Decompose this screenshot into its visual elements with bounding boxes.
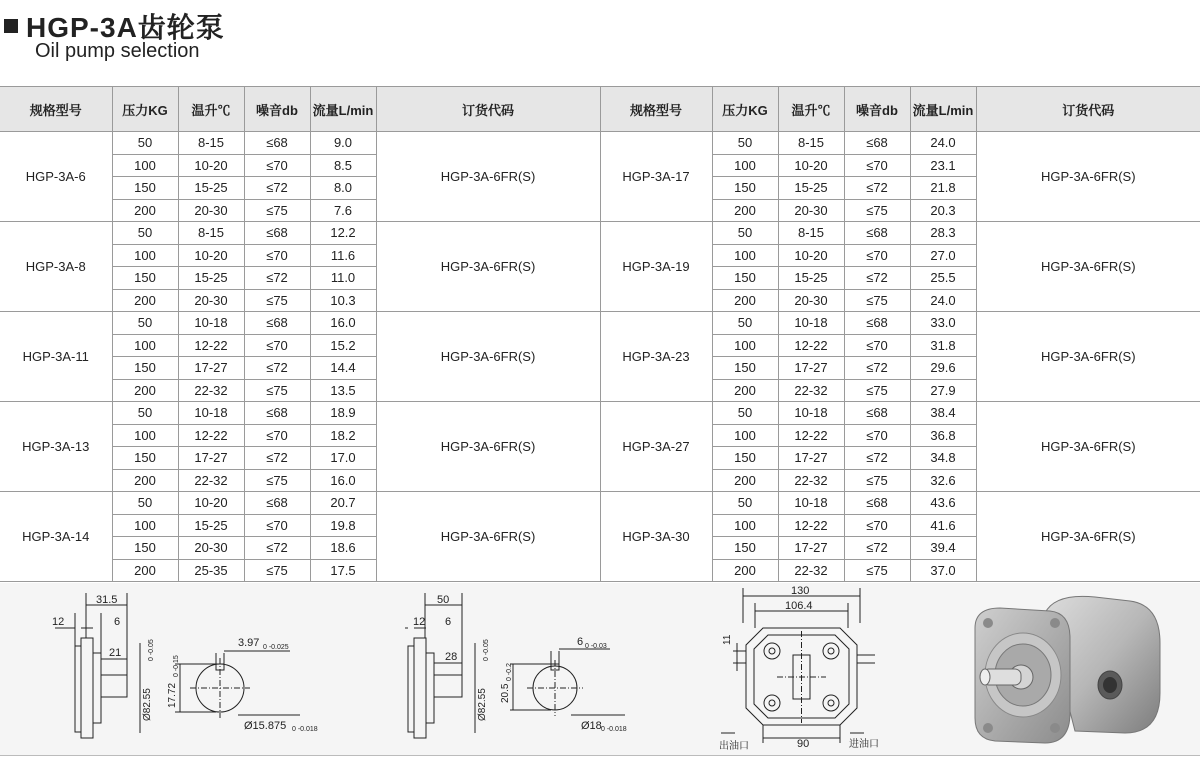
temp-cell: 15-25 [778,177,844,200]
noise-cell: ≤75 [844,289,910,312]
flow-cell: 7.6 [310,199,376,222]
title-square-icon [4,19,18,33]
flow-cell: 19.8 [310,514,376,537]
temp-cell: 10-20 [178,492,244,515]
temp-cell: 10-18 [178,312,244,335]
d2-key-width-tol: 0 -0.03 [585,643,607,650]
flow-cell: 17.0 [310,447,376,470]
drawing-3-svg [715,583,895,755]
noise-cell: ≤72 [844,267,910,290]
noise-cell: ≤70 [244,514,310,537]
flow-cell: 33.0 [910,312,976,335]
model-cell: HGP-3A-11 [0,312,112,402]
order-code-cell: HGP-3A-6FR(S) [376,492,600,582]
flow-cell: 25.5 [910,267,976,290]
temp-cell: 12-22 [778,334,844,357]
model-cell: HGP-3A-8 [0,222,112,312]
noise-cell: ≤70 [844,514,910,537]
temp-cell: 12-22 [778,514,844,537]
table-row [0,312,1200,335]
header-flow: 流量L/min [910,87,976,132]
d1-total-length: 31.5 [96,594,118,606]
header-temp: 温升℃ [778,87,844,132]
page-title: HGP-3A齿轮泵 [26,12,225,43]
noise-cell: ≤70 [244,244,310,267]
model-cell: HGP-3A-14 [0,492,112,582]
table-row [0,132,1200,155]
header-temp: 温升℃ [178,87,244,132]
d1-shaft-length: 21 [109,647,122,659]
noise-cell: ≤75 [244,289,310,312]
pressure-cell: 50 [112,312,178,335]
temp-cell: 8-15 [178,222,244,245]
noise-cell: ≤72 [244,267,310,290]
d1-shaft-dia-tol: 0 -0.018 [292,726,318,733]
noise-cell: ≤70 [244,334,310,357]
flow-cell: 16.0 [310,312,376,335]
noise-cell: ≤70 [844,244,910,267]
temp-cell: 22-32 [778,379,844,402]
flow-cell: 16.0 [310,469,376,492]
model-cell: HGP-3A-17 [600,132,712,222]
flow-cell: 18.2 [310,424,376,447]
noise-cell: ≤68 [244,492,310,515]
pressure-cell: 200 [112,199,178,222]
noise-cell: ≤68 [244,132,310,155]
noise-cell: ≤68 [844,222,910,245]
pressure-cell: 100 [712,244,778,267]
d3-inlet-label: 进油口 [849,739,879,750]
pressure-cell: 150 [712,357,778,380]
model-cell: HGP-3A-23 [600,312,712,402]
noise-cell: ≤68 [844,312,910,335]
table-row [0,402,1200,425]
flow-cell: 10.3 [310,289,376,312]
temp-cell: 17-27 [778,447,844,470]
order-code-cell: HGP-3A-6FR(S) [976,492,1200,582]
noise-cell: ≤68 [244,312,310,335]
flow-cell: 12.2 [310,222,376,245]
noise-cell: ≤68 [244,402,310,425]
noise-cell: ≤72 [844,177,910,200]
pressure-cell: 100 [712,334,778,357]
flow-cell: 27.9 [910,379,976,402]
header-pressure: 压力KG [112,87,178,132]
d1-key-width-tol: 0 -0.025 [263,644,289,651]
flow-cell: 36.8 [910,424,976,447]
temp-cell: 10-20 [178,154,244,177]
model-cell: HGP-3A-30 [600,492,712,582]
noise-cell: ≤75 [844,559,910,582]
pressure-cell: 50 [712,312,778,335]
temp-cell: 12-22 [178,424,244,447]
pressure-cell: 100 [712,514,778,537]
temp-cell: 20-30 [778,199,844,222]
flow-cell: 21.8 [910,177,976,200]
temp-cell: 17-27 [178,447,244,470]
header-model: 规格型号 [0,87,112,132]
noise-cell: ≤72 [844,447,910,470]
temp-cell: 20-30 [178,289,244,312]
d3-width-holes: 106.4 [785,600,813,612]
model-cell: HGP-3A-27 [600,402,712,492]
flow-cell: 34.8 [910,447,976,470]
title-row [4,10,225,42]
flow-cell: 9.0 [310,132,376,155]
noise-cell: ≤70 [244,154,310,177]
page-subtitle: Oil pump selection [35,40,200,62]
order-code-cell: HGP-3A-6FR(S) [976,312,1200,402]
pressure-cell: 150 [112,177,178,200]
order-code-cell: HGP-3A-6FR(S) [376,222,600,312]
spec-table-body [0,132,1200,582]
noise-cell: ≤75 [844,469,910,492]
noise-cell: ≤68 [844,132,910,155]
flow-cell: 37.0 [910,559,976,582]
noise-cell: ≤72 [244,537,310,560]
d2-hub-width: 6 [445,616,452,628]
drawing-shaft-18 [385,583,645,755]
d2-key-height-tol: 0 -0.2 [506,663,513,681]
header-noise: 噪音db [844,87,910,132]
noise-cell: ≤75 [844,199,910,222]
d1-hub-width: 6 [114,616,121,628]
temp-cell: 22-32 [178,469,244,492]
pressure-cell: 200 [112,289,178,312]
flow-cell: 32.6 [910,469,976,492]
pressure-cell: 50 [712,222,778,245]
d2-total-length: 50 [437,594,450,606]
d3-width-total: 130 [791,585,810,597]
flow-cell: 8.5 [310,154,376,177]
temp-cell: 15-25 [178,177,244,200]
temp-cell: 22-32 [778,469,844,492]
temp-cell: 12-22 [178,334,244,357]
flow-cell: 31.8 [910,334,976,357]
pressure-cell: 50 [112,402,178,425]
pressure-cell: 100 [712,154,778,177]
pressure-cell: 200 [112,559,178,582]
pressure-cell: 200 [112,469,178,492]
gear-pump-photo-svg [955,583,1195,755]
d2-key-width: 6 [577,636,584,648]
pressure-cell: 200 [712,559,778,582]
temp-cell: 17-27 [778,537,844,560]
d1-key-height-tol: 0 -0.15 [173,655,180,677]
spec-table [0,86,1200,582]
d1-shaft-dia: Ø15.875 [244,720,287,732]
d1-key-width: 3.97 [238,637,260,649]
order-code-cell: HGP-3A-6FR(S) [976,222,1200,312]
temp-cell: 20-30 [178,537,244,560]
noise-cell: ≤68 [844,492,910,515]
flow-cell: 39.4 [910,537,976,560]
flow-cell: 41.6 [910,514,976,537]
d1-pilot-dia: Ø82.55 [142,688,153,721]
temp-cell: 17-27 [778,357,844,380]
pressure-cell: 200 [712,469,778,492]
header-flow: 流量L/min [310,87,376,132]
temp-cell: 10-18 [178,402,244,425]
pressure-cell: 150 [112,447,178,470]
pressure-cell: 150 [712,177,778,200]
pressure-cell: 50 [112,132,178,155]
order-code-cell: HGP-3A-6FR(S) [376,132,600,222]
pressure-cell: 100 [112,424,178,447]
temp-cell: 17-27 [178,357,244,380]
temp-cell: 8-15 [778,132,844,155]
pressure-cell: 200 [712,379,778,402]
temp-cell: 10-18 [778,312,844,335]
order-code-cell: HGP-3A-6FR(S) [376,402,600,492]
noise-cell: ≤70 [244,424,310,447]
noise-cell: ≤75 [844,379,910,402]
flow-cell: 29.6 [910,357,976,380]
d1-pilot-tol: 0 -0.05 [148,639,155,661]
pressure-cell: 200 [712,199,778,222]
temp-cell: 22-32 [778,559,844,582]
flow-cell: 11.0 [310,267,376,290]
pressure-cell: 150 [112,537,178,560]
temp-cell: 15-25 [178,267,244,290]
order-code-cell: HGP-3A-6FR(S) [376,312,600,402]
temp-cell: 12-22 [778,424,844,447]
temp-cell: 15-25 [178,514,244,537]
temp-cell: 10-20 [778,154,844,177]
pressure-cell: 100 [112,514,178,537]
temp-cell: 10-18 [778,492,844,515]
header-noise: 噪音db [244,87,310,132]
pressure-cell: 150 [112,357,178,380]
flow-cell: 8.0 [310,177,376,200]
gear-pump-photo [955,583,1195,755]
flow-cell: 11.6 [310,244,376,267]
d2-shaft-dia-tol: 0 -0.018 [601,726,627,733]
temp-cell: 20-30 [178,199,244,222]
order-code-cell: HGP-3A-6FR(S) [976,132,1200,222]
temp-cell: 20-30 [778,289,844,312]
flow-cell: 18.6 [310,537,376,560]
pressure-cell: 50 [112,492,178,515]
noise-cell: ≤75 [244,559,310,582]
pressure-cell: 150 [712,447,778,470]
d2-pilot-tol: 0 -0.05 [483,639,490,661]
flow-cell: 28.3 [910,222,976,245]
noise-cell: ≤68 [244,222,310,245]
temp-cell: 10-20 [178,244,244,267]
flow-cell: 24.0 [910,132,976,155]
d3-outlet-label: 出油口 [719,741,749,752]
noise-cell: ≤70 [844,334,910,357]
header-order: 订货代码 [376,87,600,132]
pressure-cell: 200 [712,289,778,312]
temp-cell: 8-15 [778,222,844,245]
noise-cell: ≤75 [244,199,310,222]
table-row [0,222,1200,245]
flow-cell: 27.0 [910,244,976,267]
pressure-cell: 150 [712,267,778,290]
noise-cell: ≤70 [844,424,910,447]
temp-cell: 25-35 [178,559,244,582]
temp-cell: 10-18 [778,402,844,425]
pressure-cell: 100 [112,154,178,177]
model-cell: HGP-3A-6 [0,132,112,222]
flow-cell: 20.3 [910,199,976,222]
temp-cell: 10-20 [778,244,844,267]
header-row [0,87,1200,132]
flow-cell: 13.5 [310,379,376,402]
noise-cell: ≤75 [244,469,310,492]
d3-bottom-width: 90 [797,738,810,750]
d2-flange-width: 12 [413,616,426,628]
drawing-2-svg [385,583,645,755]
temp-cell: 22-32 [178,379,244,402]
flow-cell: 23.1 [910,154,976,177]
model-cell: HGP-3A-13 [0,402,112,492]
pressure-cell: 50 [712,402,778,425]
pressure-cell: 150 [112,267,178,290]
order-code-cell: HGP-3A-6FR(S) [976,402,1200,492]
flow-cell: 43.6 [910,492,976,515]
drawings-strip [0,583,1200,756]
d3-side-dim: 11 [722,634,733,645]
drawing-front-view [715,583,895,755]
d1-key-height: 17.72 [167,682,178,708]
noise-cell: ≤72 [244,447,310,470]
header-pressure: 压力KG [712,87,778,132]
flow-cell: 17.5 [310,559,376,582]
drawing-1-svg [0,583,330,755]
d2-shaft-length: 28 [445,651,458,663]
d1-flange-width: 12 [52,616,65,628]
noise-cell: ≤72 [244,357,310,380]
pressure-cell: 50 [712,492,778,515]
noise-cell: ≤72 [244,177,310,200]
flow-cell: 38.4 [910,402,976,425]
d2-shaft-dia: Ø18 [581,720,602,732]
flow-cell: 14.4 [310,357,376,380]
flow-cell: 24.0 [910,289,976,312]
pressure-cell: 50 [112,222,178,245]
noise-cell: ≤72 [844,537,910,560]
temp-cell: 8-15 [178,132,244,155]
noise-cell: ≤72 [844,357,910,380]
pressure-cell: 50 [712,132,778,155]
pressure-cell: 100 [112,244,178,267]
table-row [0,492,1200,515]
header-order: 订货代码 [976,87,1200,132]
noise-cell: ≤70 [844,154,910,177]
model-cell: HGP-3A-19 [600,222,712,312]
flow-cell: 20.7 [310,492,376,515]
noise-cell: ≤75 [244,379,310,402]
pressure-cell: 150 [712,537,778,560]
pressure-cell: 100 [712,424,778,447]
temp-cell: 15-25 [778,267,844,290]
pressure-cell: 100 [112,334,178,357]
d2-pilot-dia: Ø82.55 [477,688,488,721]
flow-cell: 15.2 [310,334,376,357]
flow-cell: 18.9 [310,402,376,425]
header-model: 规格型号 [600,87,712,132]
pressure-cell: 200 [112,379,178,402]
d2-key-height: 20.5 [500,683,511,703]
noise-cell: ≤68 [844,402,910,425]
drawing-shaft-15875 [0,583,330,755]
